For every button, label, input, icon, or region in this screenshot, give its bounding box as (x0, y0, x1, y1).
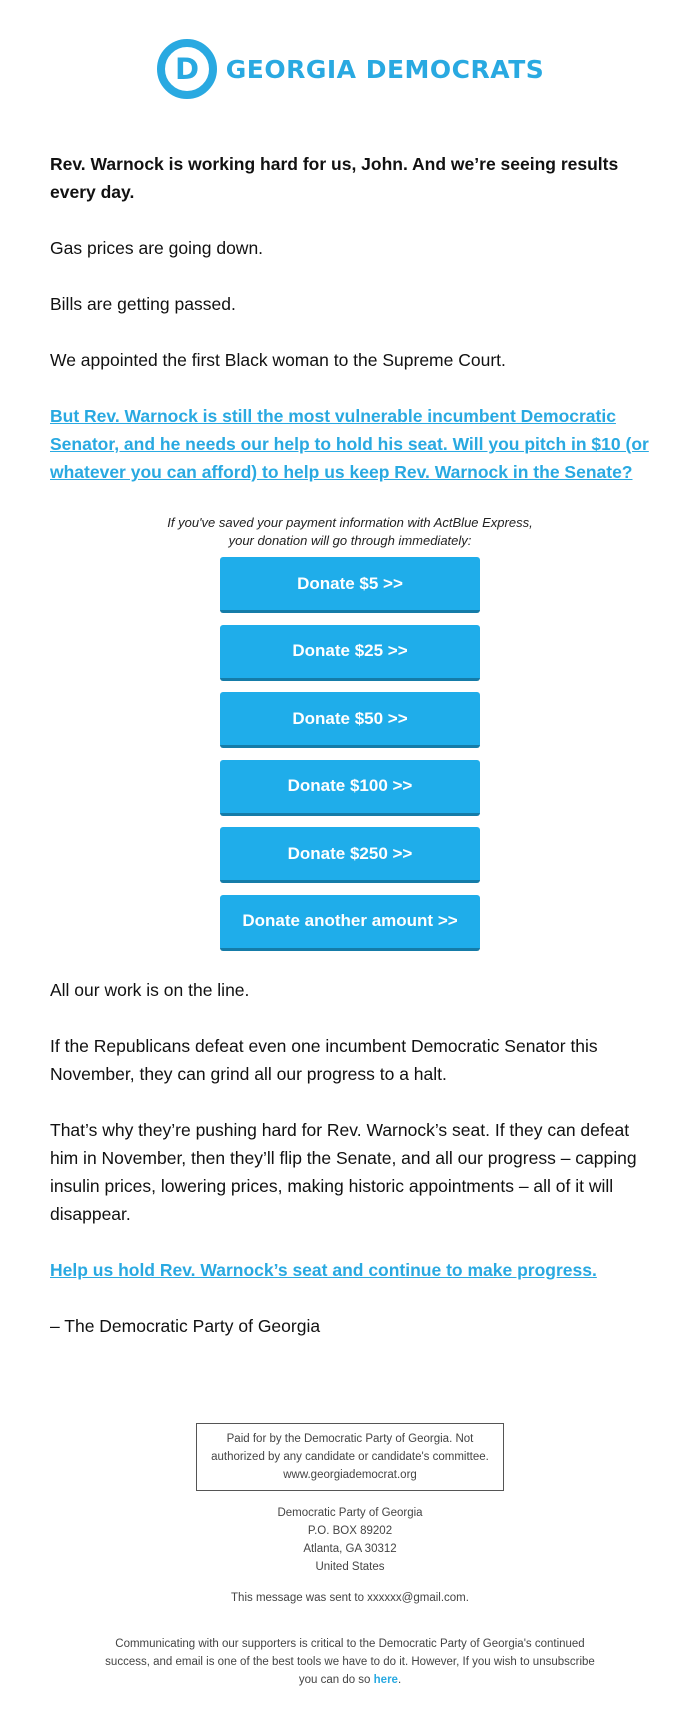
donate-buttons (50, 557, 650, 962)
donate-25-button[interactable]: Donate $25 >> (220, 625, 480, 681)
actblue-note (50, 514, 650, 549)
email-body (50, 150, 650, 1368)
paragraph-supreme-court: We appointed the first Black woman to the Supreme Court. (50, 350, 506, 370)
logo-text: GEORGIA DEMOCRATS (225, 54, 545, 84)
mailing-address (0, 1504, 700, 1576)
address-line-2: P.O. BOX 89202 (307, 1525, 393, 1537)
headline: Rev. Warnock is working hard for us, John. And we’re seeing results every day. (50, 154, 619, 202)
sent-to-notice: This message was sent to xxxxxx@gmail.com. (231, 1592, 469, 1604)
paragraph-work-on-line: All our work is on the line. (50, 980, 250, 1000)
paragraph-gas-prices: Gas prices are going down. (50, 238, 264, 258)
cta-paragraph-1 (50, 402, 650, 486)
cta-paragraph-2 (50, 1256, 650, 1284)
website-text: www.georgiademocrat.org (283, 1469, 417, 1481)
unsubscribe-link[interactable]: here (373, 1674, 398, 1686)
unsubscribe-text: Communicating with our supporters is critical to the Democratic Party of Georgia's continued success, and email is one of the best tools we have to do it. However, If you wish to unsubscribe you can do so (105, 1638, 595, 1686)
actblue-note-line-1: If you've saved your payment information with ActBlue Express, (167, 515, 533, 530)
address-line-1: Democratic Party of Georgia (277, 1507, 423, 1519)
actblue-note-line-2: your donation will go through immediately: (228, 532, 472, 548)
georgia-democrats-logo[interactable] (156, 38, 545, 100)
donate-other-amount-button[interactable]: Donate another amount >> (220, 895, 480, 951)
unsubscribe-notice (100, 1635, 600, 1689)
signature: – The Democratic Party of Georgia (50, 1316, 321, 1336)
cta-link-pitch-in[interactable]: But Rev. Warnock is still the most vulnerable incumbent Democratic Senator, and he needs our help to hold his seat. Will you pitch in $10 (or whatever you can afford) to help us keep Rev. Warnock in the Senate? (50, 406, 649, 482)
address-line-4: United States (315, 1561, 385, 1573)
paragraph-pushing-hard: That’s why they’re pushing hard for Rev. Warnock’s seat. If they can defeat him in November, then they’ll flip the Senate, and all our progress – capping insulin prices, lowering prices, making historic appointments – all of it will disappear. (50, 1120, 637, 1224)
paid-for-disclaimer (196, 1423, 504, 1491)
paid-for-text: Paid for by the Democratic Party of Georgia. Not authorized by any candidate or candidate's committee. (211, 1433, 489, 1463)
address-line-3: Atlanta, GA 30312 (303, 1543, 397, 1555)
logo-letter: D (174, 52, 199, 86)
email-header (0, 36, 700, 102)
donate-100-button[interactable]: Donate $100 >> (220, 760, 480, 816)
cta-link-hold-seat[interactable]: Help us hold Rev. Warnock’s seat and continue to make progress. (50, 1260, 597, 1280)
donate-5-button[interactable]: Donate $5 >> (220, 557, 480, 613)
paragraph-republicans: If the Republicans defeat even one incumbent Democratic Senator this November, they can grind all our progress to a halt. (50, 1036, 598, 1084)
unsubscribe-end: . (397, 1674, 402, 1686)
democrats-d-logo-icon (156, 38, 218, 100)
email-footer (0, 1423, 700, 1689)
donate-250-button[interactable]: Donate $250 >> (220, 827, 480, 883)
paragraph-bills: Bills are getting passed. (50, 294, 236, 314)
donate-50-button[interactable]: Donate $50 >> (220, 692, 480, 748)
